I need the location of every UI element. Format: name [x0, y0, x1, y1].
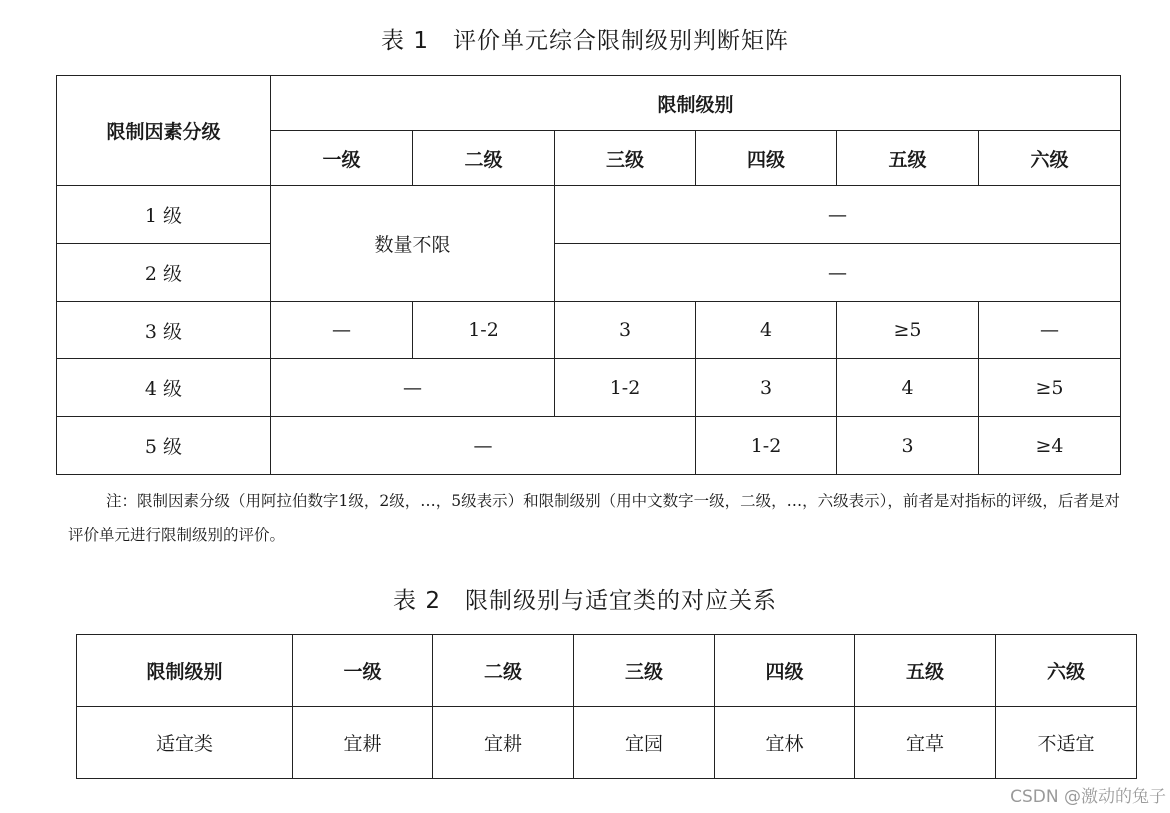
limit-level-matrix-table — [56, 75, 1121, 475]
row-label: 3 级 — [57, 302, 271, 359]
table-cell: — — [271, 417, 696, 475]
level-header: 三级 — [574, 635, 715, 707]
group-header: 限制级别 — [271, 76, 1121, 131]
row-label: 4 级 — [57, 359, 271, 417]
table-cell: ≥5 — [979, 359, 1121, 417]
level-header: 六级 — [996, 635, 1137, 707]
table-cell: — — [555, 244, 1121, 302]
table-cell: 3 — [696, 359, 837, 417]
quantity-unlimited-cell: 数量不限 — [271, 186, 555, 302]
table-cell: 宜耕 — [433, 707, 574, 779]
level-header: 五级 — [837, 131, 979, 186]
table1-title: 表 1 评价单元综合限制级别判断矩阵 — [381, 28, 789, 54]
level-header: 六级 — [979, 131, 1121, 186]
table-cell: — — [979, 302, 1121, 359]
table-cell: 3 — [555, 302, 696, 359]
table-cell: — — [271, 302, 413, 359]
table-cell: 不适宜 — [996, 707, 1137, 779]
table-cell: 宜耕 — [293, 707, 433, 779]
table-cell: — — [555, 186, 1121, 244]
table-cell: 4 — [837, 359, 979, 417]
table-cell: 1-2 — [555, 359, 696, 417]
level-header: 一级 — [271, 131, 413, 186]
table-cell: 1-2 — [696, 417, 837, 475]
table-cell: 1-2 — [413, 302, 555, 359]
row-header: 限制因素分级 — [57, 76, 271, 186]
table-cell: — — [271, 359, 555, 417]
suitability-mapping-table — [76, 634, 1137, 779]
row-label: 2 级 — [57, 244, 271, 302]
level-header: 二级 — [433, 635, 574, 707]
table-cell: 4 — [696, 302, 837, 359]
level-header: 四级 — [696, 131, 837, 186]
table-cell: 宜园 — [574, 707, 715, 779]
level-header: 三级 — [555, 131, 696, 186]
table-cell: 宜林 — [715, 707, 855, 779]
row-label: 适宜类 — [77, 707, 293, 779]
row-label: 1 级 — [57, 186, 271, 244]
level-header: 五级 — [855, 635, 996, 707]
level-header: 一级 — [293, 635, 433, 707]
header-label: 限制级别 — [77, 635, 293, 707]
level-header: 四级 — [715, 635, 855, 707]
level-header: 二级 — [413, 131, 555, 186]
row-label: 5 级 — [57, 417, 271, 475]
table-cell: ≥4 — [979, 417, 1121, 475]
table2-title: 表 2 限制级别与适宜类的对应关系 — [393, 588, 777, 614]
csdn-watermark: CSDN @激动的兔子 — [1010, 787, 1166, 807]
table1-note: 注：限制因素分级（用阿拉伯数字1级，2级，…，5级表示）和限制级别（用中文数字一级，二级，…，六级表示），前者是对指标的评级，后者是对评价单元进行限制级别的评价。 — [68, 492, 1120, 544]
table-cell: 3 — [837, 417, 979, 475]
table-cell: ≥5 — [837, 302, 979, 359]
table-cell: 宜草 — [855, 707, 996, 779]
